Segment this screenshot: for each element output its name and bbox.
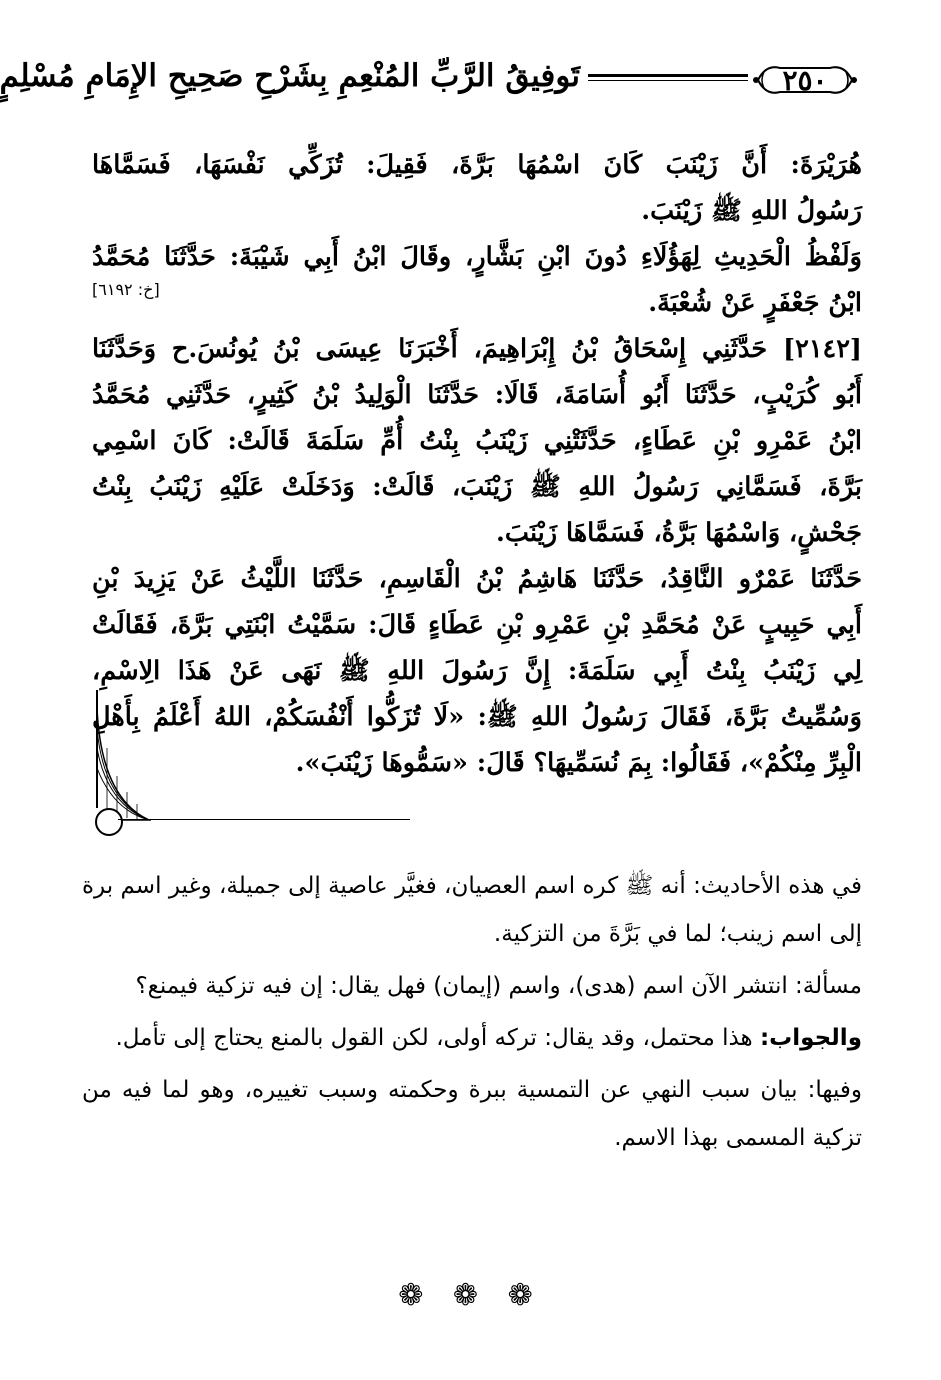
hadith-line: حَدَّثَنَا عَمْرٌو النَّاقِدُ، حَدَّثَنَا هَاشِمُ بْنُ الْقَاسِمِ، حَدَّثَنَا اللَّيْثُ عَنْ يَزِيدَ بْنِ xyxy=(92,564,862,594)
book-title: تَوفِيقُ الرَّبِّ المُنْعِمِ بِشَرْحِ صَحِيحِ الإِمَامِ مُسْلِمٍ xyxy=(0,58,580,94)
hadith-line: وَسُمِّيتُ بَرَّةَ، فَقَالَ رَسُولُ اللهِ ﷺ: «لَا تُزَكُّوا أَنْفُسَكُمْ، اللهُ أَعْلَمُ بِأَهْلِ xyxy=(92,702,862,732)
page-number-frame xyxy=(750,58,860,102)
commentary-paragraph: وفيها: بيان سبب النهي عن التمسية ببرة وحكمته وسبب تغييره، وهو لما فيه من تزكية المسمى بهذا الاسم. xyxy=(82,1077,862,1151)
end-of-section-stars: ❁ ❁ ❁ xyxy=(398,1278,543,1313)
corner-ornament-icon xyxy=(93,688,153,838)
hadith-line: جَحْشٍ، وَاسْمُهَا بَرَّةُ، فَسَمَّاهَا زَيْنَبَ. xyxy=(496,518,862,548)
cross-reference: [خ: ٦١٩٢] xyxy=(92,280,160,299)
hadith-line: الْبِرِّ مِنْكُمْ»، فَقَالُوا: بِمَ نُسَمِّيهَا؟ قَالَ: «سَمُّوهَا زَيْنَبَ». xyxy=(295,748,862,778)
header-double-rule xyxy=(588,74,748,84)
answer-text: هذا محتمل، وقد يقال: تركه أولى، لكن القول بالمنع يحتاج إلى تأمل. xyxy=(115,1025,760,1051)
commentary-paragraph: مسألة: انتشر الآن اسم (هدى)، واسم (إيمان) فهل يقال: إن فيه تزكية فيمنع؟ xyxy=(135,973,862,999)
hadith-line: ابْنُ جَعْفَرٍ عَنْ شُعْبَةَ. xyxy=(648,288,862,318)
section-separator xyxy=(118,819,410,820)
hadith-line: رَسُولُ اللهِ ﷺ زَيْنَبَ. xyxy=(641,196,862,226)
hadith-line: أَبِي حَبِيبٍ عَنْ مُحَمَّدِ بْنِ عَمْرِو بْنِ عَطَاءٍ قَالَ: سَمَّيْتُ ابْنَتِي بَرَّةَ، فَقَالَتْ xyxy=(92,610,862,640)
commentary xyxy=(82,862,862,1162)
hadith-line: أَبُو كُرَيْبٍ، حَدَّثَنَا أَبُو أُسَامَةَ، قَالَا: حَدَّثَنَا الْوَلِيدُ بْنُ كَثِيرٍ، حَدَّثَنِي مُحَمَّدُ xyxy=(92,380,862,410)
answer-label: والجواب: xyxy=(759,1025,862,1051)
commentary-paragraph xyxy=(82,1014,862,1062)
hadith-line: [٢١٤٢] حَدَّثَنِي إِسْحَاقُ بْنُ إِبْرَاهِيمَ، أَخْبَرَنَا عِيسَى بْنُ يُونُسَ.ح وَحَدَّثَنَا xyxy=(92,334,862,364)
page-number: ٢٥٠ xyxy=(782,63,828,97)
hadith-text xyxy=(92,142,862,786)
hadith-line: لِي زَيْنَبُ بِنْتُ أَبِي سَلَمَةَ: إِنَّ رَسُولَ اللهِ ﷺ نَهَى عَنْ هَذَا الِاسْمِ، xyxy=(92,656,862,686)
hadith-line: هُرَيْرَةَ: أَنَّ زَيْنَبَ كَانَ اسْمُهَا بَرَّةَ، فَقِيلَ: تُزَكِّي نَفْسَهَا، فَسَمَّاهَا xyxy=(92,150,862,180)
hadith-line: ابْنُ عَمْرِو بْنِ عَطَاءٍ، حَدَّثَتْنِي زَيْنَبُ بِنْتُ أُمِّ سَلَمَةَ قَالَتْ: كَانَ اسْمِي xyxy=(92,426,862,456)
page-header xyxy=(0,52,860,132)
hadith-line: بَرَّةَ، فَسَمَّانِي رَسُولُ اللهِ ﷺ زَيْنَبَ، قَالَتْ: وَدَخَلَتْ عَلَيْهِ زَيْنَبُ بِنْتُ xyxy=(92,472,862,502)
commentary-paragraph: في هذه الأحاديث: أنه ﷺ كره اسم العصيان، فغيَّر عاصية إلى جميلة، وغير اسم برة إلى اسم زينب؛ لما في بَرَّةَ من التزكية. xyxy=(82,873,862,947)
hadith-line: وَلَفْظُ الْحَدِيثِ لِهَؤُلَاءِ دُونَ ابْنِ بَشَّارٍ، وقَالَ ابْنُ أَبِي شَيْبَةَ: حَدَّثَنَا مُحَمَّدُ xyxy=(92,242,862,272)
